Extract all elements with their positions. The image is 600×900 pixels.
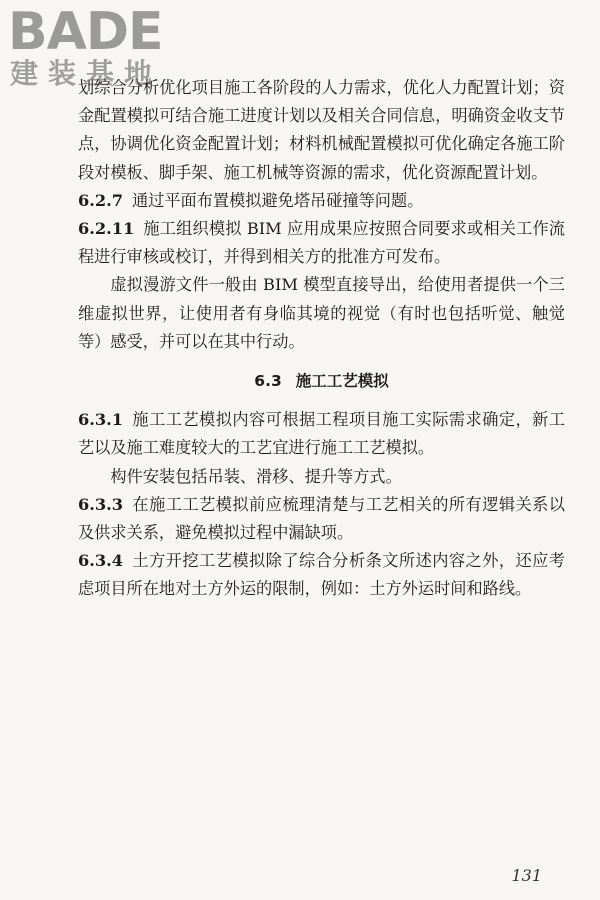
clause-6-3-4 [78, 547, 565, 603]
clause-text: 施工组织模拟 BIM 应用成果应按照合同要求或相关工作流程进行审核或校订，并得到相关方的批准方可发布。 [78, 219, 565, 267]
watermark-latin-text: BADE [8, 2, 163, 62]
clause-number: 6.3.4 [78, 551, 124, 571]
paragraph-text: 划综合分析优化项目施工各阶段的人力需求，优化人力配置计划；资金配置模拟可结合施工进度计划以及相关合同信息，明确资金收支节点，协调优化资金配置计划；材料机械配置模拟可优化确定各施工阶段对模板、脚手架、施工机械等资源的需求，优化资源配置计划。 [78, 78, 565, 182]
clause-text: 施工工艺模拟内容可根据工程项目施工实际需求确定，新工艺以及施工难度较大的工艺宜进行施工工艺模拟。 [78, 410, 565, 458]
section-number: 6.3 [254, 372, 282, 391]
clause-text: 通过平面布置模拟避免塔吊碰撞等问题。 [131, 190, 424, 210]
clause-6-3-1 [78, 406, 565, 462]
explanation-paragraph [78, 463, 565, 491]
section-title-text: 施工工艺模拟 [295, 372, 389, 391]
clause-6-3-3 [78, 491, 565, 547]
paragraph-text: 虚拟漫游文件一般由 BIM 模型直接导出，给使用者提供一个三维虚拟世界，让使用者有身临其境的视觉（有时也包括听觉、触觉等）感受，并可以在其中行动。 [78, 275, 565, 351]
explanation-paragraph [78, 271, 565, 356]
page-number: 131 [511, 866, 542, 885]
clause-6-2-7 [78, 187, 565, 215]
clause-number: 6.3.3 [78, 494, 124, 514]
clause-text: 在施工工艺模拟前应梳理清楚与工艺相关的所有逻辑关系以及供求关系，避免模拟过程中漏缺项。 [78, 494, 565, 543]
clause-number: 6.2.7 [78, 190, 124, 210]
clause-number: 6.2.11 [78, 219, 135, 239]
paragraph-continuation [78, 74, 565, 187]
page-body [78, 74, 565, 604]
clause-6-2-11 [78, 215, 565, 271]
clause-number: 6.3.1 [78, 410, 124, 430]
clause-text: 土方开挖工艺模拟除了综合分析条文所述内容之外，还应考虑项目所在地对土方外运的限制，例如：土方外运时间和路线。 [78, 551, 565, 599]
watermark-cjk-text: 建装基地 [10, 57, 163, 90]
section-heading-6-3 [78, 367, 565, 395]
paragraph-text: 构件安装包括吊装、滑移、提升等方式。 [110, 466, 402, 486]
